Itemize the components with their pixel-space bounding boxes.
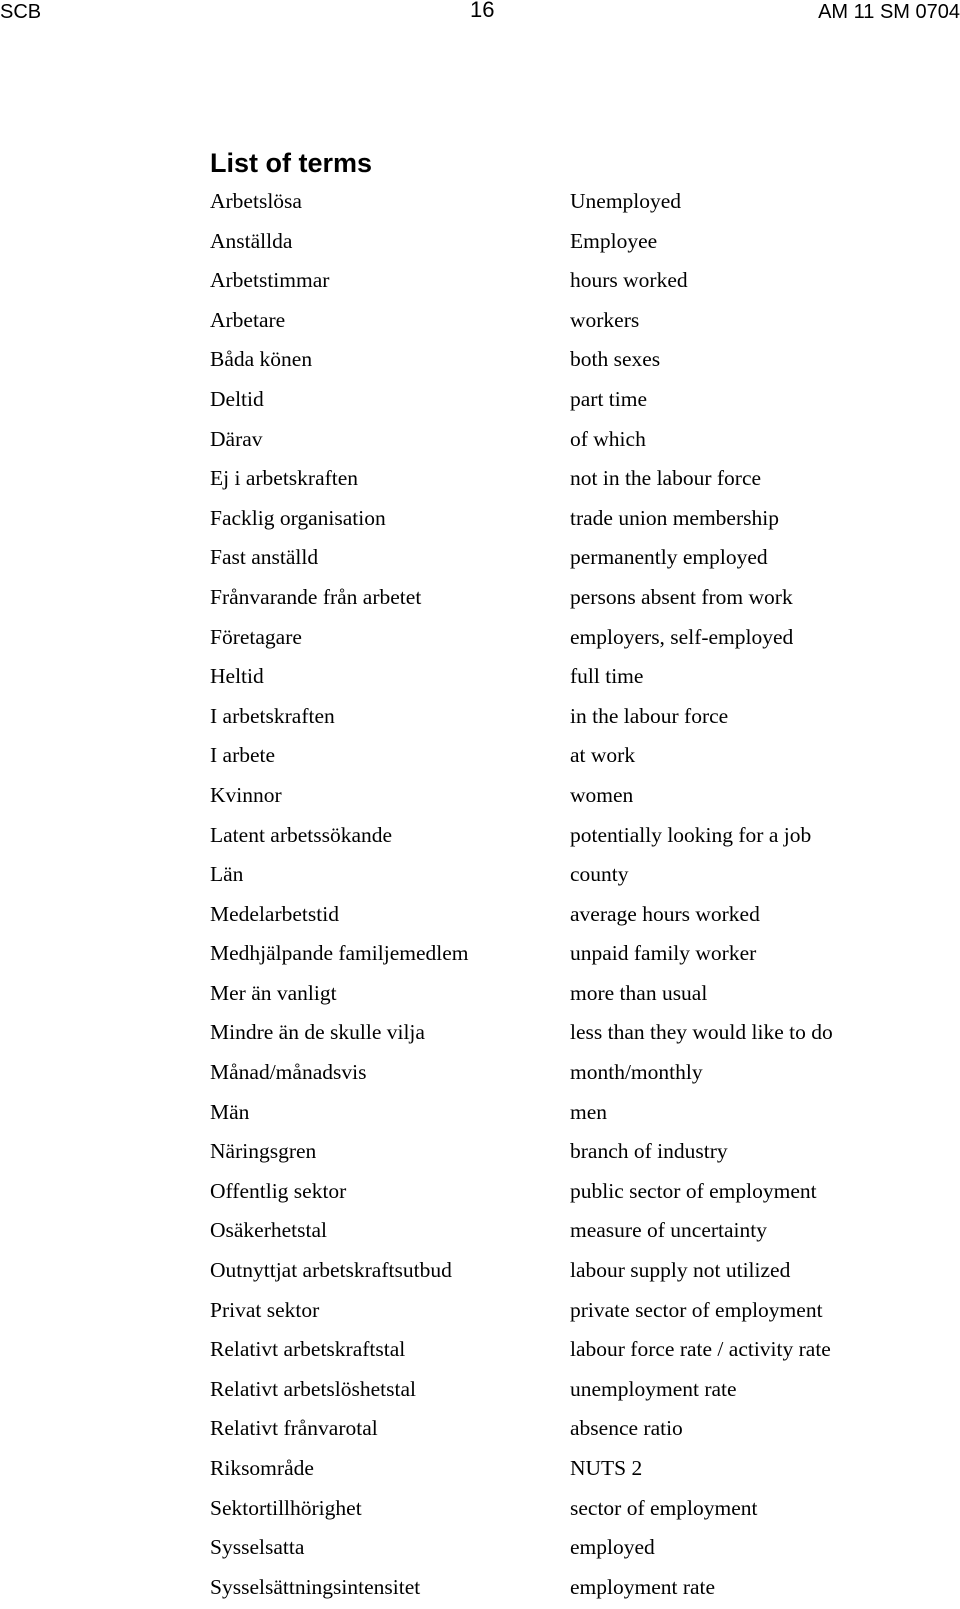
english-term: more than usual — [570, 980, 708, 1005]
english-term: employers, self-employed — [570, 624, 794, 649]
term-row — [210, 342, 910, 382]
english-term: permanently employed — [570, 545, 768, 570]
swedish-term: Månad/månadsvis — [210, 1060, 367, 1085]
english-term: public sector of employment — [570, 1178, 817, 1203]
term-row — [210, 936, 910, 976]
swedish-term: I arbetskraften — [210, 703, 335, 728]
term-row — [210, 976, 910, 1016]
english-term: private sector of employment — [570, 1297, 823, 1322]
term-row — [210, 1530, 910, 1570]
english-term: labour force rate / activity rate — [570, 1337, 831, 1362]
english-term: of which — [570, 426, 646, 451]
term-row — [210, 461, 910, 501]
english-term: in the labour force — [570, 703, 729, 728]
term-row — [210, 1293, 910, 1333]
swedish-term: Län — [210, 862, 244, 887]
term-row — [210, 1332, 910, 1372]
term-row — [210, 1055, 910, 1095]
swedish-term: Sysselsättningsintensitet — [210, 1574, 421, 1599]
term-row — [210, 1491, 910, 1531]
english-term: branch of industry — [570, 1139, 728, 1164]
term-row — [210, 857, 910, 897]
swedish-term: Därav — [210, 426, 263, 451]
english-term: not in the labour force — [570, 466, 762, 491]
swedish-term: Fast anställd — [210, 545, 319, 570]
english-term: measure of uncertainty — [570, 1218, 767, 1243]
english-term: persons absent from work — [570, 584, 793, 609]
term-row — [210, 1411, 910, 1451]
swedish-term: Näringsgren — [210, 1139, 317, 1164]
swedish-term: Outnyttjat arbetskraftsutbud — [210, 1258, 452, 1283]
term-row — [210, 1253, 910, 1293]
swedish-term: Frånvarande från arbetet — [210, 584, 422, 609]
term-row — [210, 778, 910, 818]
english-term: sector of employment — [570, 1495, 758, 1520]
english-term: Employee — [570, 228, 658, 253]
swedish-term: Mer än vanligt — [210, 980, 337, 1005]
swedish-term: Medelarbetstid — [210, 901, 339, 926]
term-row — [210, 1372, 910, 1412]
english-term: labour supply not utilized — [570, 1258, 791, 1283]
swedish-term: Båda könen — [210, 347, 313, 372]
swedish-term: Riksområde — [210, 1456, 314, 1480]
swedish-term: Anställda — [210, 228, 293, 253]
english-term: workers — [570, 307, 640, 332]
term-row — [210, 263, 910, 303]
swedish-term: Arbetare — [210, 307, 286, 332]
term-row — [210, 382, 910, 422]
term-row — [210, 580, 910, 620]
english-term: NUTS 2 — [570, 1456, 643, 1480]
swedish-term: Osäkerhetstal — [210, 1218, 328, 1243]
term-row — [210, 540, 910, 580]
english-term: at work — [570, 743, 636, 768]
english-term: employment rate — [570, 1574, 716, 1599]
swedish-term: Offentlig sektor — [210, 1178, 347, 1203]
term-row — [210, 1015, 910, 1055]
english-term: absence ratio — [570, 1416, 683, 1441]
term-row — [210, 501, 910, 541]
english-term: unemployment rate — [570, 1376, 737, 1401]
swedish-term: Mindre än de skulle vilja — [210, 1020, 425, 1045]
swedish-term: Sektortillhörighet — [210, 1495, 362, 1520]
term-row — [210, 1174, 910, 1214]
term-row — [210, 1213, 910, 1253]
term-row — [210, 699, 910, 739]
swedish-term: Kvinnor — [210, 782, 282, 807]
swedish-term: Företagare — [210, 624, 302, 649]
report-code: AM 11 SM 0704 — [818, 1, 960, 23]
term-row — [210, 1095, 910, 1135]
english-term: part time — [570, 386, 648, 411]
swedish-term: Relativt frånvarotal — [210, 1416, 378, 1441]
swedish-term: Heltid — [210, 664, 264, 689]
english-term: men — [570, 1099, 608, 1124]
english-term: both sexes — [570, 347, 661, 372]
english-term: unpaid family worker — [570, 941, 757, 966]
english-term: month/monthly — [570, 1060, 703, 1085]
glossary — [210, 146, 910, 1609]
term-row — [210, 422, 910, 462]
swedish-term: Sysselsatta — [210, 1535, 305, 1560]
swedish-term: Facklig organisation — [210, 505, 386, 530]
swedish-term: Män — [210, 1099, 250, 1124]
page-header — [0, 0, 960, 28]
term-row — [210, 303, 910, 343]
swedish-term: Privat sektor — [210, 1297, 320, 1322]
term-row — [210, 659, 910, 699]
swedish-term: Ej i arbetskraften — [210, 466, 359, 491]
english-term: trade union membership — [570, 505, 779, 530]
swedish-term: I arbete — [210, 743, 276, 768]
term-row — [210, 620, 910, 660]
swedish-term: Latent arbetssökande — [210, 822, 393, 847]
term-row — [210, 818, 910, 858]
terms-list — [210, 184, 910, 1609]
english-term: less than they would like to do — [570, 1020, 833, 1045]
term-row — [210, 1570, 910, 1609]
term-row — [210, 1451, 910, 1491]
page-number: 16 — [470, 0, 495, 22]
swedish-term: Arbetslösa — [210, 189, 302, 213]
swedish-term: Relativt arbetskraftstal — [210, 1337, 406, 1362]
term-row — [210, 1134, 910, 1174]
english-term: potentially looking for a job — [570, 822, 812, 847]
term-row — [210, 897, 910, 937]
swedish-term: Arbetstimmar — [210, 268, 330, 293]
swedish-term: Medhjälpande familjemedlem — [210, 941, 469, 966]
english-term: women — [570, 782, 634, 807]
english-term: Unemployed — [570, 189, 682, 213]
term-row — [210, 738, 910, 778]
swedish-term: Deltid — [210, 386, 264, 411]
english-term: hours worked — [570, 268, 688, 293]
english-term: employed — [570, 1535, 655, 1560]
publisher-label: SCB — [0, 1, 42, 23]
swedish-term: Relativt arbetslöshetstal — [210, 1376, 416, 1401]
english-term: county — [570, 862, 629, 887]
english-term: average hours worked — [570, 901, 760, 926]
term-row — [210, 224, 910, 264]
glossary-title: List of terms — [210, 148, 373, 178]
term-row — [210, 184, 910, 224]
english-term: full time — [570, 664, 644, 689]
